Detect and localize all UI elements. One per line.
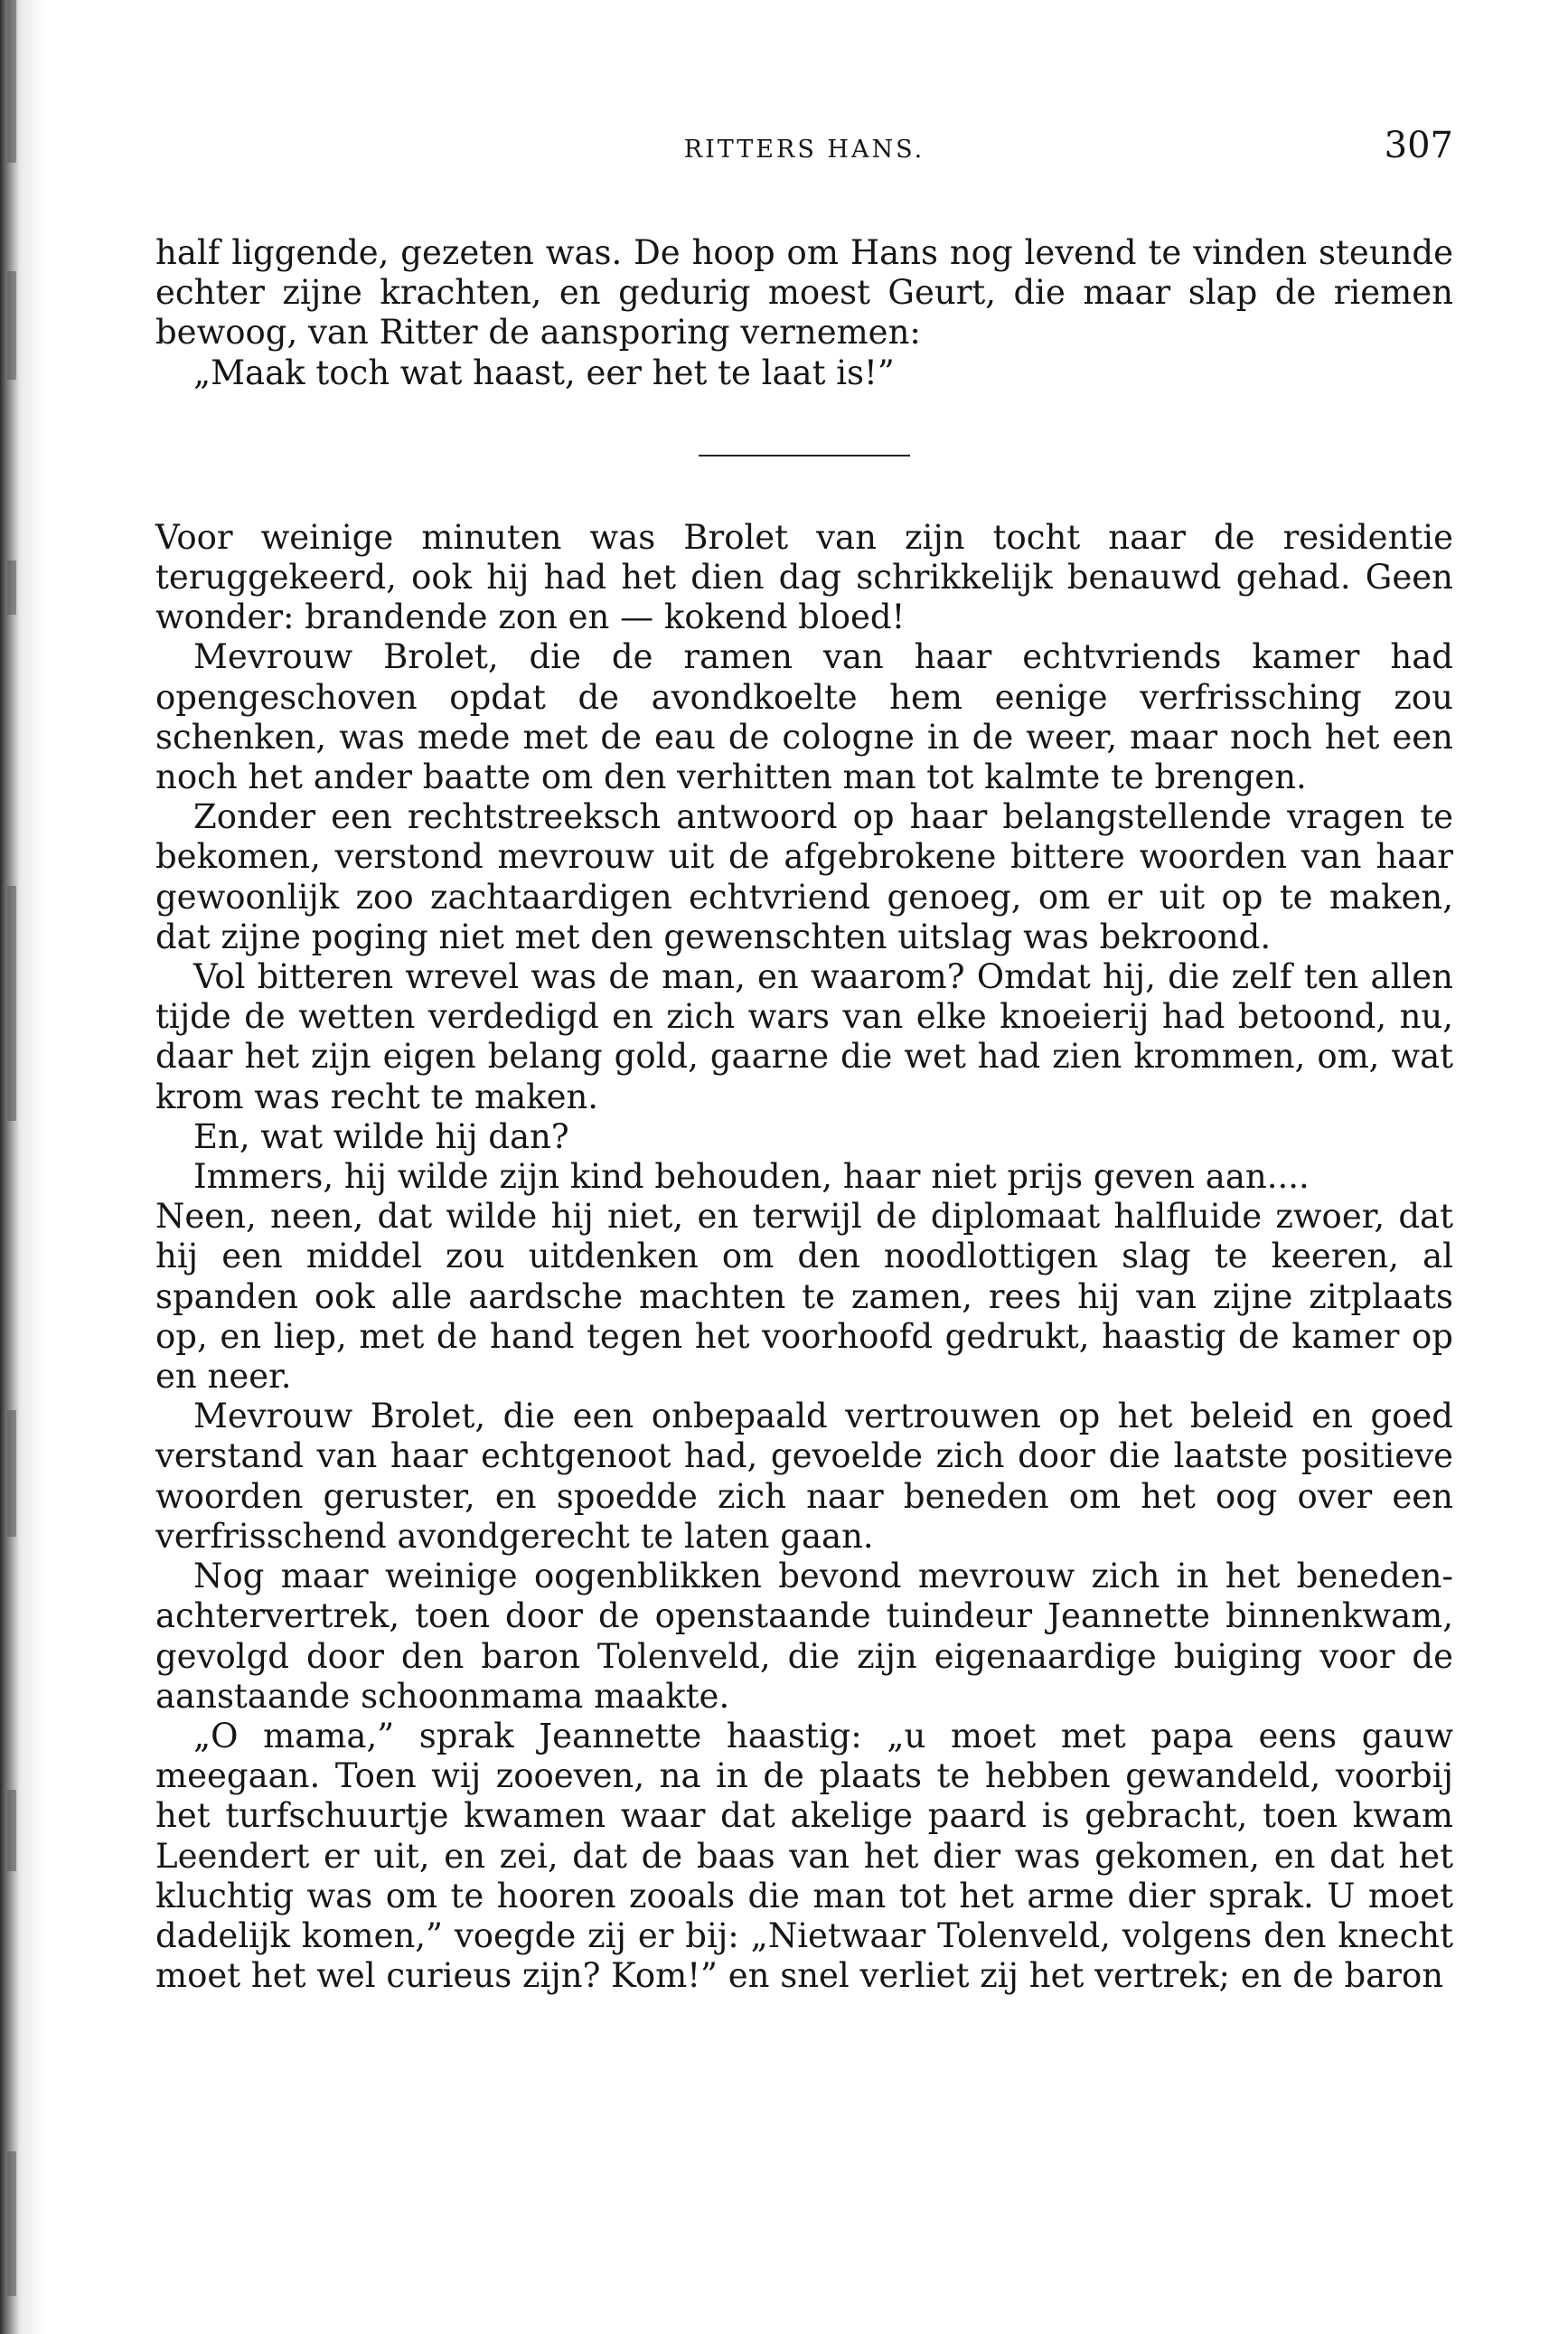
paragraph: Nog maar weinige oogenblikken bevond mevrouw zich in het beneden-achtervertrek, toen door de openstaande tuindeur Jeannette binnenkwam, gevolgd door den baron Tolenveld, die zijn eigenaardige buiging voor de aanstaande schoonmama maakte. [155, 1557, 1453, 1716]
paragraph: „O mama,” sprak Jeannette haastig: „u moet met papa eens gauw meegaan. Toen wij zooeven, na in de plaats te hebben gewandeld, voorbij het turfschuurtje kwamen waar dat akelige paard is gebracht, toen kwam Leendert er uit, en zei, dat de baas van het dier was gekomen, en dat het kluchtig was om te hooren zooals die man tot het arme dier sprak. U moet dadelijk komen,” voegde zij er bij: „Nietwaar Tolenveld, volgens den knecht moet het wel curieus zijn? Kom!” en snel verliet zij het vertrek; en de baron [155, 1716, 1453, 1996]
scan-shadow-streak [7, 0, 16, 163]
paragraph: Zonder een rechtstreeksch antwoord op haar belangstellende vragen te bekomen, verstond mevrouw uit de afgebrokene bittere woorden van haar gewoonlijk zoo zachtaardigen echtvriend genoeg, om er uit op te maken, dat zijne poging niet met den gewenschten uitslag was bekroond. [155, 797, 1453, 956]
section-divider-rule [699, 455, 910, 456]
page-number: 307 [1384, 125, 1453, 166]
scan-shadow-streak [7, 271, 16, 380]
paragraph: half liggende, gezeten was. De hoop om Hans nog levend te vinden steunde echter zijne krachten, en gedurig moest Geurt, die maar slap de riemen bewoog, van Ritter de aansporing vernemen: [155, 233, 1453, 353]
running-head-title: RITTERS HANS. [683, 136, 925, 164]
paragraph: Mevrouw Brolet, die de ramen van haar echtvriends kamer had opengeschoven opdat de avondkoelte hem eenige verfrissching zou schenken, was mede met de eau de cologne in de weer, maar noch het een noch het ander baatte om den verhitten man tot kalmte te brengen. [155, 637, 1453, 797]
scan-shadow-streak [7, 2151, 16, 2296]
running-head [155, 119, 1453, 183]
section-one [155, 233, 1453, 393]
paragraph: En, wat wilde hij dan? [193, 1116, 569, 1156]
paragraph: Mevrouw Brolet, die een onbepaald vertrouwen op het beleid en goed verstand van haar echtgenoot had, gevoelde zich door die laatste positieve woorden geruster, en spoedde zich naar beneden om het oog over een verfrisschend avondgerecht te laten gaan. [155, 1397, 1453, 1556]
paragraph: „Maak toch wat haast, eer het te laat is!” [193, 353, 895, 392]
scan-shadow-streak [7, 1790, 16, 1871]
section-two [155, 518, 1453, 1997]
scan-shadow-streak [7, 1410, 16, 1537]
paragraph: Immers, hij wilde zijn kind behouden, haar niet prijs geven aan.... [193, 1157, 1310, 1197]
scan-shadow-streak [7, 886, 16, 1121]
book-page [155, 119, 1453, 1996]
paragraph: Neen, neen, dat wilde hij niet, en terwijl de diplomaat halfluide zwoer, dat hij een middel zou uitdenken om den noodlottigen slag te keeren, al spanden ook alle aardsche machten te zamen, rees hij van zijne zitplaats op, en liep, met de hand tegen het voorhoofd gedrukt, haastig de kamer op en neer. [155, 1197, 1453, 1397]
scan-shadow-streak [7, 560, 16, 615]
paragraph: Vol bitteren wrevel was de man, en waarom? Omdat hij, die zelf ten allen tijde de wetten verdedigd en zich wars van elke knoeierij had betoond, nu, daar het zijn eigen belang gold, gaarne die wet had zien krommen, om, wat krom was recht te maken. [155, 957, 1453, 1116]
scan-binding-edge [0, 0, 63, 2334]
paragraph: Voor weinige minuten was Brolet van zijn tocht naar de residentie teruggekeerd, ook hij had het dien dag schrikkelijk benauwd gehad. Geen wonder: brandende zon en — kokend bloed! [155, 517, 1453, 637]
